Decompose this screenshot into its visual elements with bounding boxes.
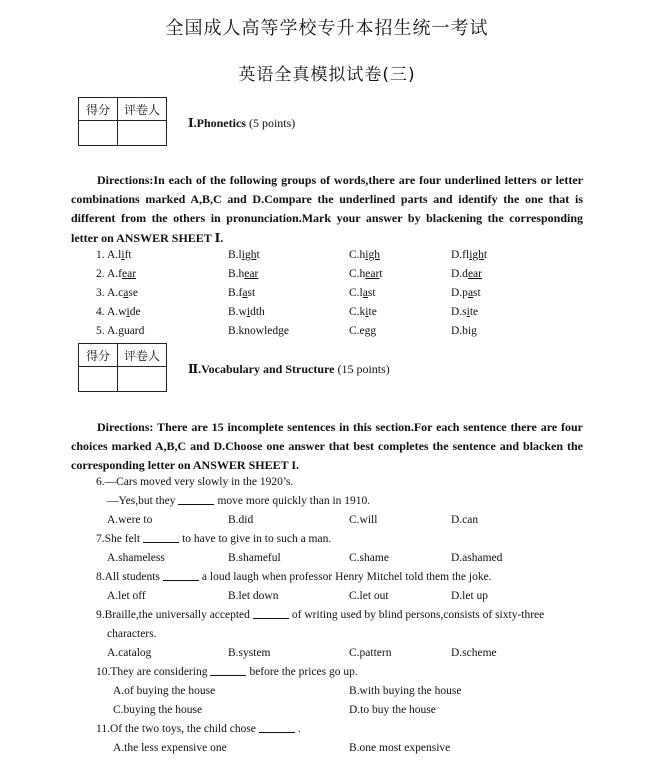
section2-heading [188, 362, 390, 377]
underlined-part: ear [365, 268, 380, 280]
q10-option-b[interactable]: B.with buying the house [349, 685, 462, 697]
word-part: te [368, 306, 377, 318]
phonetics-option-b[interactable] [228, 306, 265, 318]
q7-stem [96, 533, 331, 545]
q11-option-b[interactable]: B.one most expensive [349, 742, 451, 754]
phonetics-option-c[interactable] [349, 268, 383, 280]
phonetics-option-a[interactable] [107, 268, 136, 280]
underlined-part: g [471, 325, 477, 337]
q8-option-c[interactable]: C.let out [349, 590, 389, 602]
q7-blank[interactable] [143, 541, 179, 543]
underlined-part: i [126, 306, 130, 318]
q10-blank[interactable] [210, 674, 246, 676]
q11-blank[interactable] [259, 731, 295, 733]
score-cell [79, 121, 118, 146]
word-part: A.l [107, 249, 122, 261]
item-number: 5. [96, 325, 105, 337]
word-part: C.h [349, 249, 366, 261]
word-part: A.c [107, 287, 124, 299]
q8-option-b[interactable]: B.let down [228, 590, 279, 602]
score-box-2 [78, 343, 167, 392]
underlined-part: g [278, 325, 284, 337]
phonetics-option-d[interactable] [451, 306, 478, 318]
phonetics-option-a[interactable] [107, 306, 141, 318]
underlined-part: a [123, 287, 129, 299]
section1-heading [188, 116, 295, 131]
q8-stem [96, 571, 492, 583]
word-part: te [469, 306, 479, 318]
section2-title: Ⅱ.Vocabulary and Structure [188, 362, 335, 376]
word-part: D.bi [451, 325, 472, 337]
q10-option-a[interactable]: A.of buying the house [113, 685, 216, 697]
phonetics-option-d[interactable] [451, 287, 481, 299]
word-part: e [283, 325, 290, 337]
word-part: dth [250, 306, 265, 318]
q11-option-a[interactable]: A.the less expensive one [113, 742, 227, 754]
grader-label: 评卷人 [118, 98, 167, 121]
q11-stem-b: . [297, 723, 301, 735]
underlined-part: ear [244, 268, 259, 280]
exam-subtitle: 英语全真模拟试卷(三) [238, 65, 416, 85]
phonetics-option-b[interactable] [228, 325, 289, 337]
score-cell [79, 367, 118, 392]
phonetics-option-c[interactable] [349, 306, 377, 318]
word-part: B.knowled [228, 325, 279, 337]
q7-option-d[interactable]: D.ashamed [451, 552, 503, 564]
q8-option-a[interactable]: A.let off [107, 590, 146, 602]
phonetics-option-c[interactable] [349, 325, 376, 337]
phonetics-option-a[interactable] [107, 287, 138, 299]
word-part: B.f [228, 287, 243, 299]
word-part: D.p [451, 287, 468, 299]
word-part: uard [123, 325, 145, 337]
q8-option-d[interactable]: D.let up [451, 590, 489, 602]
underlined-part: a [362, 287, 368, 299]
section2-points: (15 points) [337, 362, 390, 376]
q8-blank[interactable] [163, 579, 199, 581]
word-part: D.fl [451, 249, 470, 261]
phonetics-option-b[interactable] [228, 268, 258, 280]
phonetics-option-a[interactable] [107, 325, 144, 337]
phonetics-option-b[interactable] [228, 287, 255, 299]
word-part: B.h [228, 268, 245, 280]
word-part: se [128, 287, 138, 299]
underlined-part: a [242, 287, 248, 299]
q10-stem-b: before the prices go up. [249, 666, 358, 678]
word-part: t [379, 268, 383, 280]
q6-option-c[interactable]: C.will [349, 514, 378, 526]
phonetics-option-c[interactable] [349, 249, 380, 261]
phonetics-option-b[interactable] [228, 249, 260, 261]
grader-cell [118, 367, 167, 392]
underlined-part: ear [122, 268, 137, 280]
word-part: de [129, 306, 141, 318]
section1-points: (5 points) [248, 116, 296, 130]
grader-cell [118, 121, 167, 146]
q7-option-c[interactable]: C.shame [349, 552, 389, 564]
q6-response-b: move more quickly than in 1910. [217, 495, 371, 507]
q6-option-a[interactable]: A.were to [107, 514, 153, 526]
word-part: A.w [107, 306, 127, 318]
word-part: t [483, 249, 488, 261]
section1-title: Ⅰ.Phonetics [188, 116, 246, 130]
phonetics-option-d[interactable] [451, 325, 477, 337]
phonetics-option-d[interactable] [451, 249, 487, 261]
underlined-part: i [466, 306, 470, 318]
word-part: B.l [228, 249, 242, 261]
underlined-part: igh [365, 249, 380, 261]
underlined-part: a [467, 287, 474, 299]
word-part: A. [107, 325, 119, 337]
word-part: D.d [451, 268, 468, 280]
phonetics-option-c[interactable] [349, 287, 376, 299]
score-label: 得分 [79, 98, 118, 121]
q10-stem-a: 10.They are considering [96, 666, 208, 678]
q7-stem-b: to have to give in to such a man. [182, 533, 332, 545]
word-part: C.e [349, 325, 365, 337]
q10-option-c[interactable]: C.buying the house [113, 704, 203, 716]
item-number: 2. [96, 268, 105, 280]
q11-stem-a: 11.Of the two toys, the child chose [96, 723, 256, 735]
score-label: 得分 [79, 344, 118, 367]
word-part: g [370, 325, 377, 337]
word-part: B.w [228, 306, 247, 318]
word-part: D.s [451, 306, 467, 318]
q6-option-b[interactable]: B.did [228, 514, 254, 526]
word-part: ft [124, 249, 132, 261]
q11-stem [96, 723, 301, 735]
q6-option-d[interactable]: D.can [451, 514, 479, 526]
section1-directions [71, 171, 583, 248]
underlined-part: g [364, 325, 371, 337]
q6-stem: 6.—Cars moved very slowly in the 1920’s. [96, 476, 294, 488]
q8-stem-a: 8.All students [96, 571, 160, 583]
q9-stem-continued: characters. [107, 628, 157, 640]
section1-directions-text: Directions:In each of the following groups of words,there are four underlined letters or letter combinations marked A,B,C and D.Compare the underlined parts and identify the one that is different from the others in pronunciation.Mark your answer by blackening the corresponding letter on ANSWER SHEET Ⅰ. [71, 173, 583, 245]
q9-stem [96, 609, 544, 621]
q10-stem [96, 666, 358, 678]
word-part: C.h [349, 268, 366, 280]
q9-blank[interactable] [253, 617, 289, 619]
q8-stem-b: a loud laugh when professor Henry Mitchel told them the joke. [201, 571, 492, 583]
item-number: 4. [96, 306, 105, 318]
word-part: A.f [107, 268, 123, 280]
q7-option-a[interactable]: A.shameless [107, 552, 165, 564]
q9-option-d[interactable]: D.scheme [451, 647, 497, 659]
underlined-part: i [365, 306, 369, 318]
item-number: 3. [96, 287, 105, 299]
word-part: C.l [349, 287, 363, 299]
grader-label: 评卷人 [118, 344, 167, 367]
word-part: t [256, 249, 260, 261]
q7-option-b[interactable]: B.shameful [228, 552, 281, 564]
item-number: 1. [96, 249, 105, 261]
score-box-1 [78, 97, 167, 146]
section2-directions [71, 418, 583, 476]
q9-stem-b: of writing used by blind persons,consists of sixty-three [291, 609, 545, 621]
q10-option-d[interactable]: D.to buy the house [349, 704, 436, 716]
word-part: st [473, 287, 481, 299]
underlined-part: igh [241, 249, 257, 261]
word-part: st [367, 287, 376, 299]
q7-stem-a: 7.She felt [96, 533, 141, 545]
underlined-part: g [118, 325, 124, 337]
underlined-part: igh [469, 249, 484, 261]
word-part: C.k [349, 306, 366, 318]
q6-response-a: —Yes,but they [107, 495, 176, 507]
q6-blank[interactable] [178, 503, 214, 505]
underlined-part: ear [467, 268, 482, 280]
exam-title: 全国成人高等学校专升本招生统一考试 [165, 18, 489, 39]
q9-option-b[interactable]: B.system [228, 647, 271, 659]
phonetics-option-d[interactable] [451, 268, 482, 280]
q9-option-a[interactable]: A.catalog [107, 647, 152, 659]
phonetics-option-a[interactable] [107, 249, 132, 261]
section2-directions-text: Directions: There are 15 incomplete sentences in this section.For each sentence there are four choices marked A,B,C and D.Choose one answer that best completes the sentence and blacken the corresponding letter on ANSWER SHEET I. [71, 420, 583, 473]
q9-option-c[interactable]: C.pattern [349, 647, 392, 659]
underlined-part: i [246, 306, 251, 318]
q9-stem-a: 9.Braille,the universally accepted [96, 609, 250, 621]
word-part: st [247, 287, 256, 299]
underlined-part: i [121, 249, 125, 261]
q6-response [107, 495, 370, 507]
